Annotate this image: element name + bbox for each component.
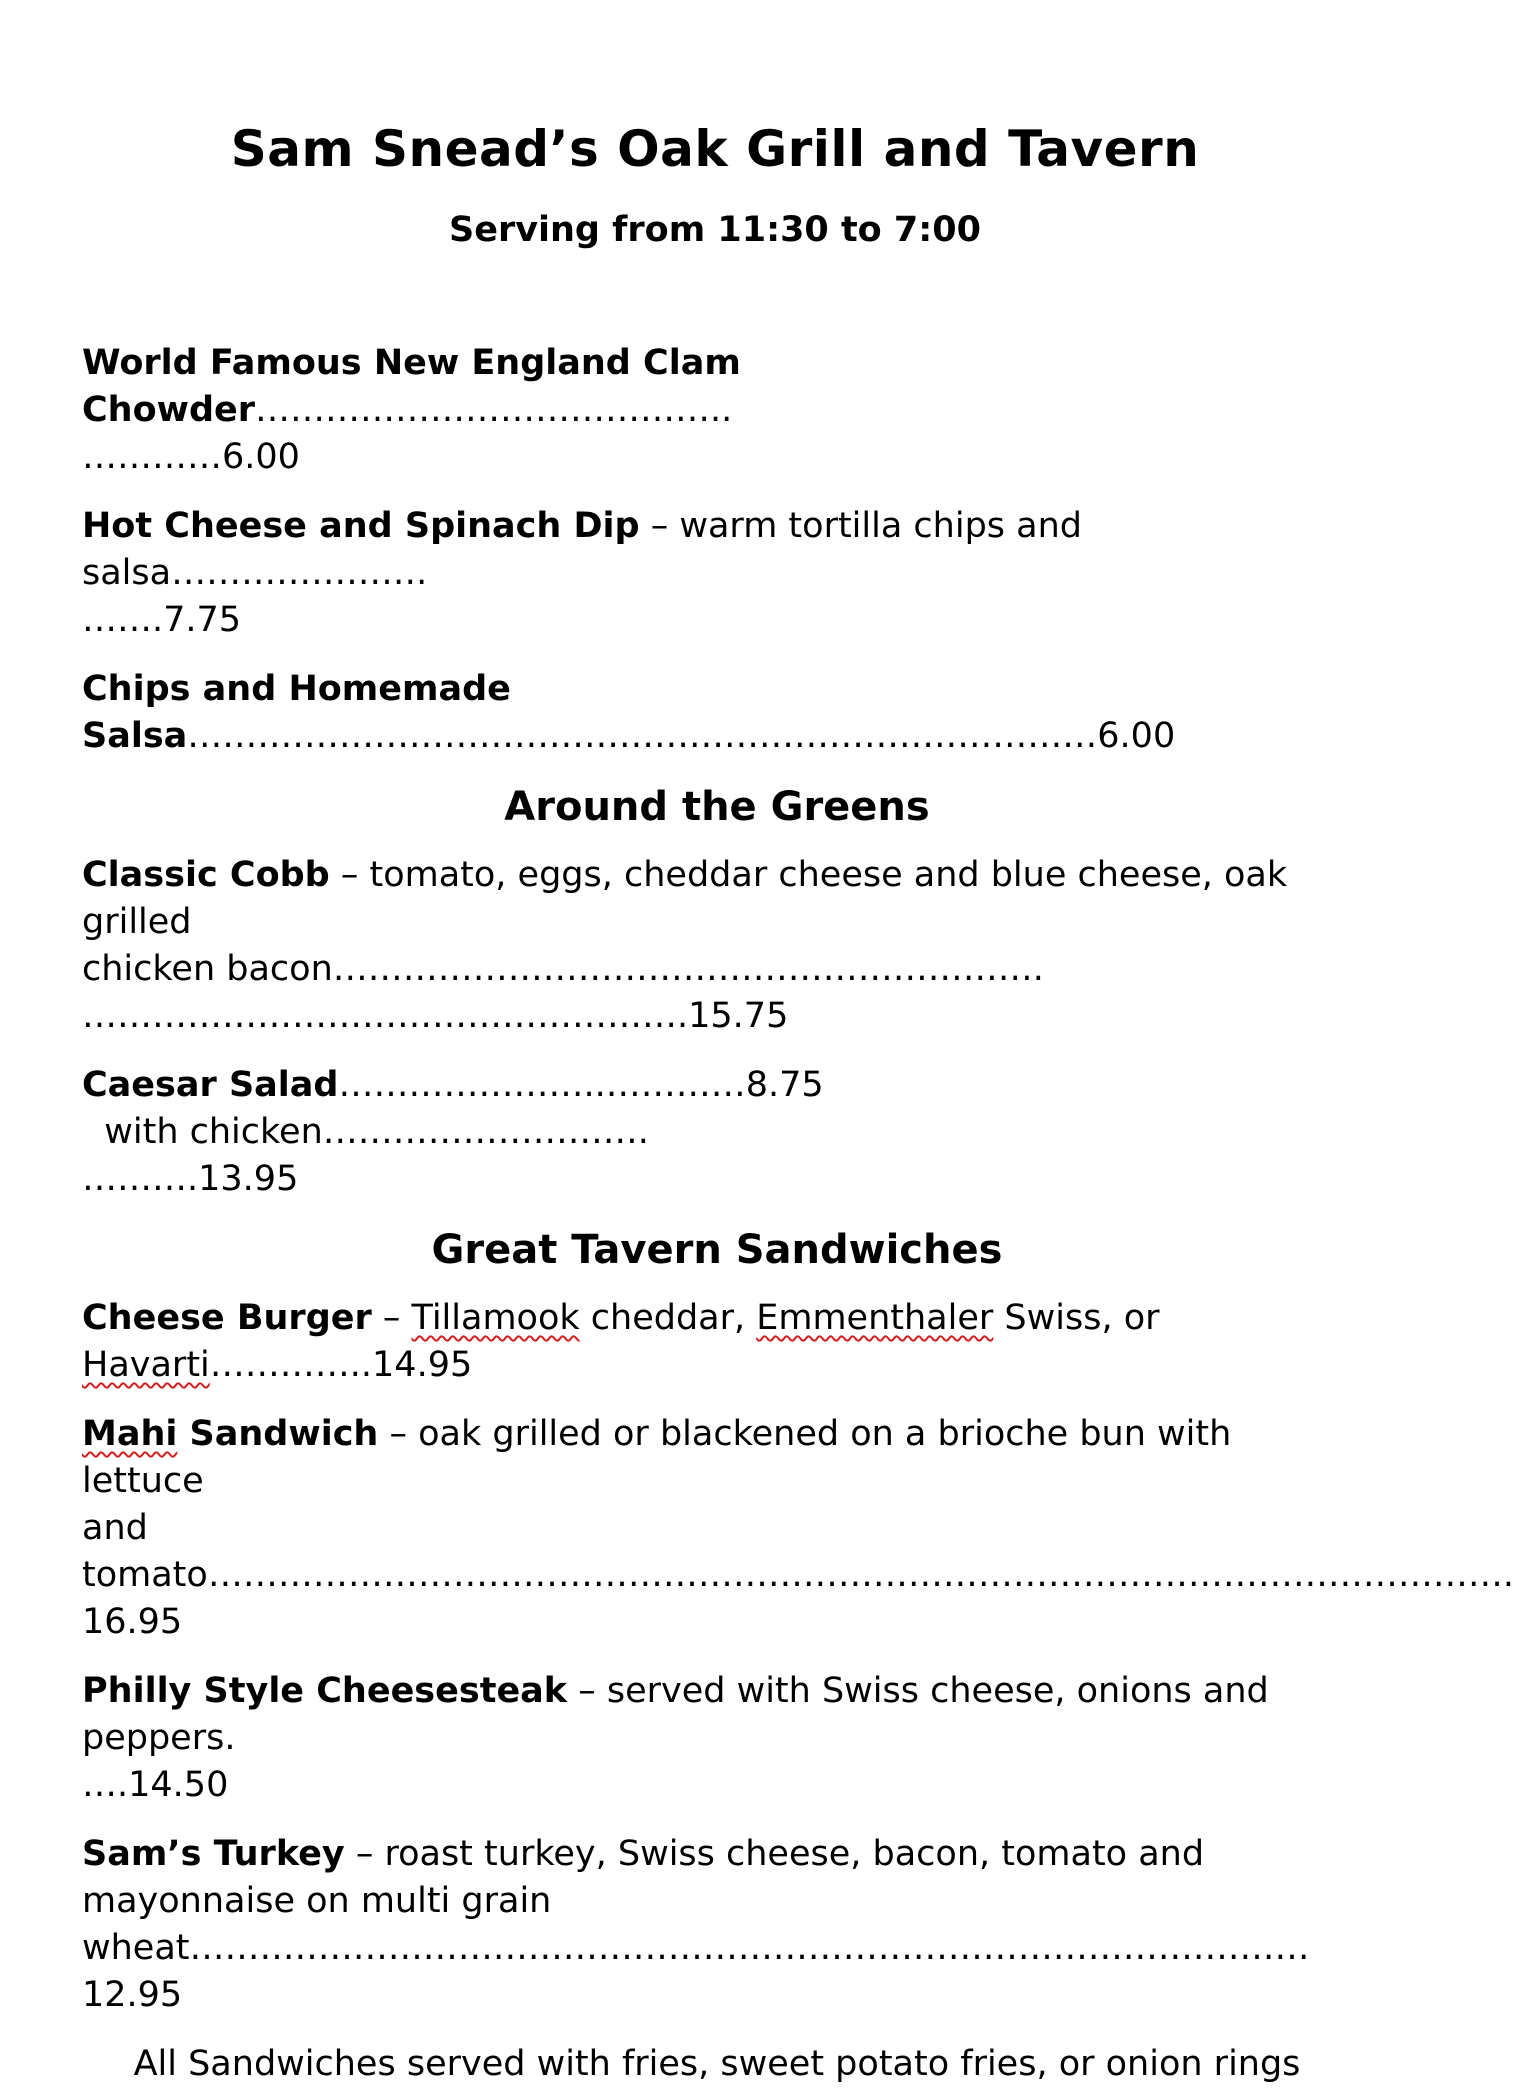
item-price: 15.75: [688, 996, 789, 1036]
menu-item-chips-salsa: [82, 666, 1352, 760]
item-description-cont: wheat: [82, 1928, 190, 1968]
serving-hours: Serving from 11:30 to 7:00: [449, 210, 981, 250]
leader-dots: ……………………………………………………………………………………: [189, 1928, 1310, 1968]
item-name: Hot Cheese and Spinach Dip: [82, 506, 640, 546]
item-description: Swiss, or: [993, 1298, 1160, 1338]
menu-item-classic-cobb: [82, 852, 1352, 1040]
spellcheck-word: Mahi: [82, 1414, 178, 1454]
sandwich-sides-note: All Sandwiches served with fries, sweet potato fries, or onion rings: [133, 2044, 1301, 2084]
item-description-cont: tomato: [82, 1555, 208, 1595]
menu-item-clam-chowder: [82, 340, 1352, 481]
item-description: – served with Swiss cheese, onions and peppers.: [82, 1671, 1269, 1758]
item-price: 6.00: [222, 437, 300, 477]
item-description-cont: mayonnaise on multi grain: [82, 1881, 552, 1921]
leader-dots: …………………………………………………….: [332, 949, 1044, 989]
item-name: Sam’s Turkey: [82, 1834, 345, 1874]
leader-dots: ……………………………………………………………………: [187, 716, 1098, 756]
item-description: cheddar,: [579, 1298, 757, 1338]
leader-dots: ……….: [82, 1159, 199, 1199]
spellcheck-word: Havarti: [82, 1345, 210, 1385]
menu-item-spinach-dip: [82, 503, 1352, 644]
item-description: – tomato, eggs, cheddar cheese and blue cheese, oak grilled: [82, 855, 1288, 942]
item-name: World Famous New England Clam Chowder: [82, 343, 741, 430]
leader-dots: ….: [82, 1765, 129, 1805]
leader-dots: ………………….: [171, 553, 428, 593]
item-name: Chips and Homemade: [82, 669, 511, 709]
menu-item-philly-cheesesteak: [82, 1668, 1352, 1809]
menu-content: [82, 340, 1514, 2088]
item-price: 16.95: [82, 1602, 183, 1642]
item-price: 7.75: [163, 600, 242, 640]
menu-item-caesar-salad: [82, 1062, 1352, 1203]
item-price: 14.95: [372, 1345, 473, 1385]
item-price: 6.00: [1097, 716, 1176, 756]
item-description: – warm tortilla chips and salsa: [82, 506, 1082, 593]
leader-dots: ………………………………………………………………………………………………….: [207, 1555, 1514, 1595]
leader-dots: …………………………………………….: [82, 996, 689, 1036]
item-name: Classic Cobb: [82, 855, 330, 895]
item-description-cont: chicken bacon: [82, 949, 333, 989]
menu-item-sams-turkey: [82, 1831, 1352, 2019]
menu-title: Sam Snead’s Oak Grill and Tavern: [230, 120, 1200, 178]
item-name-cont: Salsa: [82, 716, 188, 756]
item-name: Cheese Burger: [82, 1298, 372, 1338]
item-name: Sandwich: [177, 1414, 379, 1454]
section-heading-greens: Around the Greens: [504, 784, 930, 830]
leader-dots: …………: [82, 437, 222, 477]
item-name: Philly Style Cheesesteak: [82, 1671, 568, 1711]
item-price: 8.75: [745, 1065, 824, 1105]
leader-dots: …………………………………..: [255, 390, 733, 430]
leader-dots: …………..: [209, 1345, 373, 1385]
item-description: –: [371, 1298, 412, 1338]
leader-dots: …….: [82, 600, 164, 640]
item-price: 14.50: [128, 1765, 229, 1805]
leader-dots: ……………………….: [322, 1112, 649, 1152]
menu-item-cheese-burger: [82, 1295, 1352, 1389]
spellcheck-word: Tillamook: [411, 1298, 580, 1338]
item-option: with chicken: [82, 1112, 323, 1152]
menu-item-mahi-sandwich: [82, 1411, 1514, 1646]
item-description-cont: and: [82, 1508, 148, 1548]
leader-dots: …………………..…………: [338, 1065, 746, 1105]
item-description: – roast turkey, Swiss cheese, bacon, tomato and: [344, 1834, 1205, 1874]
spellcheck-word: Emmenthaler: [756, 1298, 994, 1338]
section-heading-sandwiches: Great Tavern Sandwiches: [431, 1227, 1003, 1273]
item-name: Caesar Salad: [82, 1065, 339, 1105]
item-price: 12.95: [82, 1975, 183, 2015]
item-price: 13.95: [198, 1159, 299, 1199]
item-description: – oak grilled or blackened on a brioche bun with lettuce: [82, 1414, 1232, 1501]
